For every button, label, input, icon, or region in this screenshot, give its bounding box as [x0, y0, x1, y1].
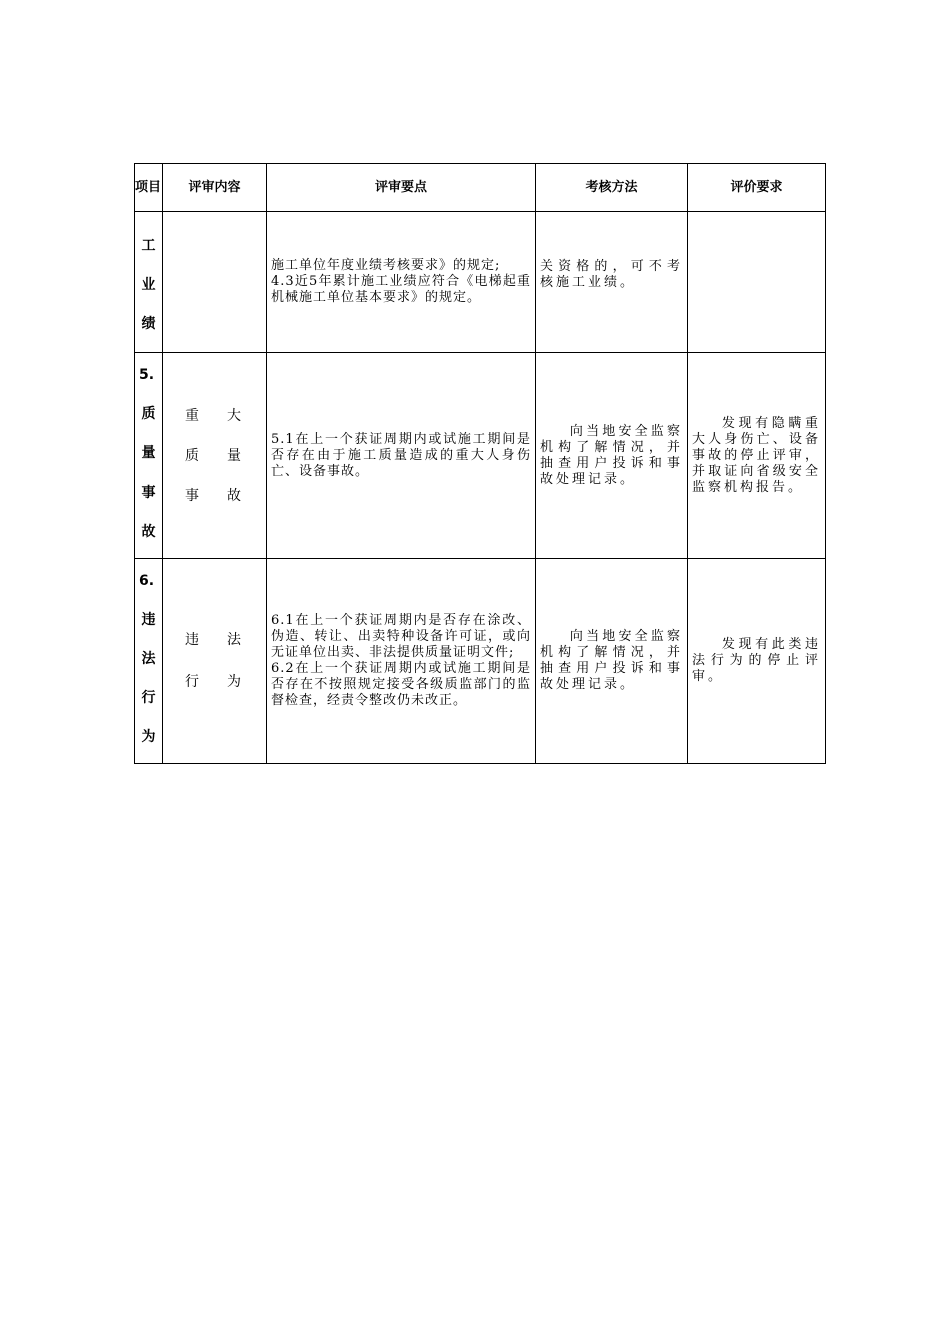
- item-char: 违: [141, 611, 156, 628]
- review-table: [134, 163, 826, 764]
- item-char: 法: [141, 650, 156, 667]
- header-points: 评审要点: [267, 164, 536, 212]
- content-line: 质 量: [185, 447, 241, 464]
- requirement-text: 发现有此类违法行为的停止评审。: [692, 637, 821, 684]
- points-line: 6.1在上一个获证周期内是否存在涂改、伪造、转让、出卖特种设备许可证，或向无证单位出卖、非法提供质量证明文件;: [271, 613, 531, 660]
- header-row: [135, 164, 826, 212]
- content-line: 违 法: [185, 632, 241, 648]
- content-line: 重 大: [185, 407, 241, 424]
- item-char: 业: [141, 276, 156, 293]
- points-line: 4.3近5年累计施工业绩应符合《电梯起重机械施工单位基本要求》的规定。: [271, 274, 531, 305]
- item-char: 故: [141, 524, 156, 541]
- method-text: 向当地安全监察机构了解情况，并抽查用户投诉和事故处理记录。: [540, 629, 683, 692]
- points-line: 6.2在上一个获证周期内或试施工期间是否存在不按照规定接受各级质监部门的监督检查，经责令整改仍未改正。: [271, 661, 531, 708]
- item-cell: [135, 353, 163, 559]
- content-cell: [163, 559, 267, 764]
- header-content: 评审内容: [163, 164, 267, 212]
- table-row: [135, 353, 826, 559]
- item-char: 绩: [141, 316, 156, 333]
- method-cell: [536, 212, 688, 353]
- points-cell: [267, 353, 536, 559]
- content-line: 行 为: [185, 674, 241, 690]
- item-char: 事: [141, 484, 156, 501]
- method-text: 关资格的，可不考核施工业绩。: [540, 259, 683, 290]
- points-line: 施工单位年度业绩考核要求》的规定;: [271, 258, 501, 273]
- item-char: 工: [141, 237, 156, 254]
- item-cell: [135, 559, 163, 764]
- item-char: 行: [141, 690, 156, 707]
- item-char: 质: [141, 406, 156, 423]
- method-cell: [536, 353, 688, 559]
- header-method: 考核方法: [536, 164, 688, 212]
- item-char: 量: [141, 445, 156, 462]
- table-row: [135, 212, 826, 353]
- item-cell: [135, 212, 163, 353]
- requirement-cell: [688, 559, 826, 764]
- header-requirement: 评价要求: [688, 164, 826, 212]
- method-cell: [536, 559, 688, 764]
- item-number: 6.: [139, 572, 155, 589]
- content-line: 事 故: [185, 487, 241, 504]
- content-cell: [163, 212, 267, 353]
- requirement-text: 发现有隐瞒重大人身伤亡、设备事故的停止评审，并取证向省级安全监察机构报告。: [692, 415, 821, 495]
- method-text: 向当地安全监察机构了解情况，并抽查用户投诉和事故处理记录。: [540, 423, 683, 487]
- points-line: 5.1在上一个获证周期内或试施工期间是否存在由于施工质量造成的重大人身伤亡、设备事故。: [271, 431, 531, 479]
- requirement-cell: [688, 353, 826, 559]
- points-cell: [267, 559, 536, 764]
- content-cell: [163, 353, 267, 559]
- header-item: 项目: [135, 164, 163, 212]
- requirement-cell: [688, 212, 826, 353]
- points-cell: [267, 212, 536, 353]
- item-number: 5.: [139, 366, 155, 383]
- table-row: [135, 559, 826, 764]
- item-char: 为: [141, 729, 156, 746]
